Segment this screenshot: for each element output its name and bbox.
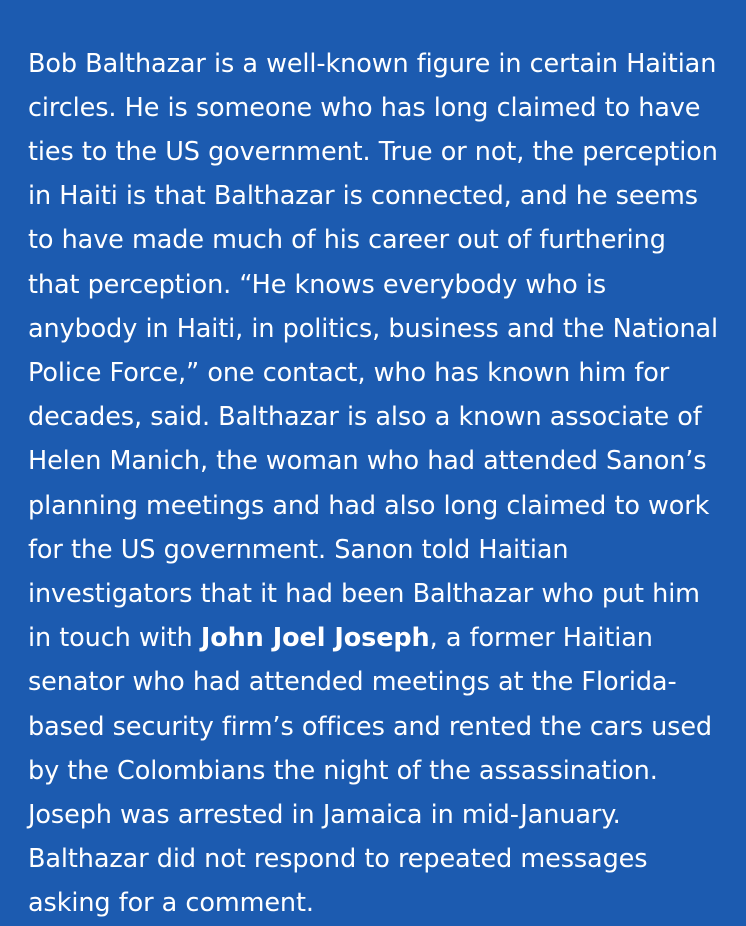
article-paragraph: [28, 42, 720, 926]
article-text-part-2: , a former Haitian senator who had attended meetings at the Florida-based security firm’s offices and rented the cars used by the Colombians the night of the assassination. Joseph was arrested in Jamaica in mid-January. Balthazar did not respond to repeated messages asking for a comment.: [28, 623, 713, 919]
person-name-john-joel-joseph: John Joel Joseph: [200, 623, 430, 654]
article-text-part-1: Bob Balthazar is a well-known figure in certain Haitian circles. He is someone who has long claimed to have ties to the US government. True or not, the perception in Haiti is that Balthazar is connected, and he seems to have made much of his career out of furthering that perception. “He knows everybody who is anybody in Haiti, in politics, business and the National Police Force,” one contact, who has known him for decades, said. Balthazar is also a known associate of Helen Manich, the woman who had attended Sanon’s planning meetings and had also long claimed to work for the US government. Sanon told Haitian investigators that it had been Balthazar who put him in touch with: [28, 48, 719, 654]
